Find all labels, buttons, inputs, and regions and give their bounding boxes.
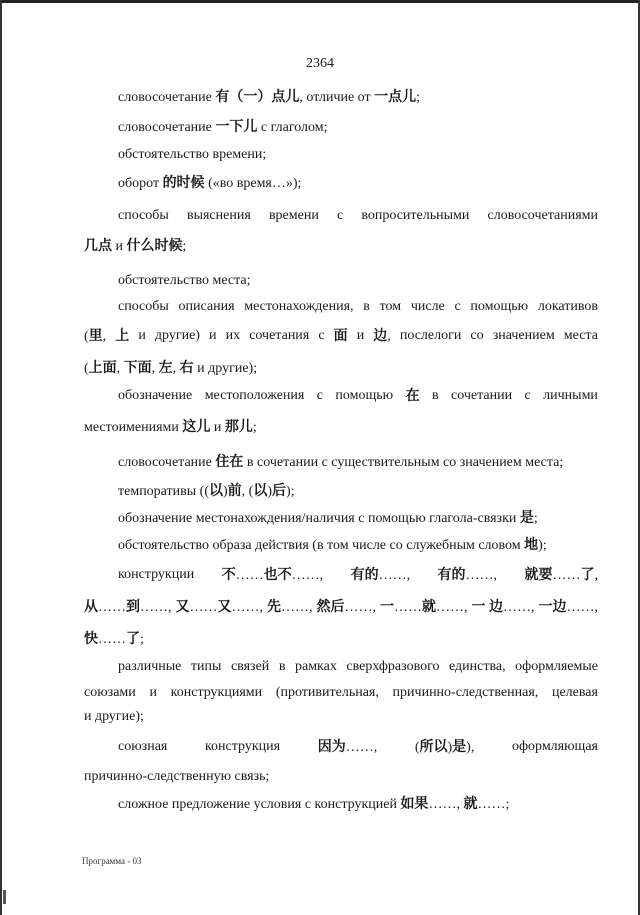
text-line (118, 207, 598, 225)
line-word: 就要……了, (524, 567, 598, 583)
chinese-term: 就要 (524, 567, 553, 583)
chinese-term: 左 (158, 360, 173, 376)
chinese-term: 上面 (88, 360, 117, 376)
line-word: 然后……, (316, 599, 376, 615)
line-word: 不……也不……, (221, 567, 324, 583)
scan-edge-left (0, 0, 2, 915)
chinese-term: 如果 (400, 796, 429, 812)
line-word: способы (118, 299, 169, 314)
chinese-term: 一下儿 (215, 119, 258, 135)
line-word: локативов (537, 299, 598, 314)
line-word: оформляющая (511, 739, 598, 754)
line-word: и (209, 328, 217, 343)
chinese-term: 里 (88, 328, 103, 344)
chinese-term: 不 (221, 567, 236, 583)
line-word: рамках (294, 659, 337, 674)
line-word: способы (118, 208, 169, 223)
line-word: различные (118, 659, 182, 674)
line-word: оформляемые (515, 659, 598, 674)
line-word: с (454, 299, 461, 314)
text-line: обстоятельство образа действия (в том числе со служебным словом 地); (118, 537, 547, 553)
line-word: (противительная, (275, 685, 379, 700)
text-line: обстоятельство времени; (118, 147, 267, 162)
line-word: времени (268, 208, 319, 223)
line-word: конструкция (204, 739, 281, 754)
chinese-term: 有（一）点儿 (215, 89, 300, 105)
text-line (118, 566, 598, 585)
chinese-term: 一 (380, 599, 394, 615)
line-word: с (524, 388, 531, 403)
line-word: сочетания (249, 328, 310, 343)
line-word: в (278, 659, 286, 674)
chinese-term: 前 (227, 483, 242, 499)
line-word (334, 327, 348, 346)
line-word: 一……就……, (380, 599, 468, 615)
chinese-term: 一 (471, 599, 486, 615)
text-line (84, 327, 598, 346)
text-line: оборот 的时候 («во время…»); (118, 175, 302, 191)
line-word: вопросительными (361, 208, 470, 223)
line-word: 从……到……, (84, 599, 172, 615)
chinese-term: 这儿 (182, 419, 211, 435)
line-word: описания (178, 299, 235, 314)
chinese-term: 所以 (419, 739, 448, 755)
line-word: местонахождения, (244, 299, 354, 314)
line-word: и (149, 685, 157, 700)
text-line: 快……了; (84, 631, 144, 647)
text-line: словосочетание 有（一）点儿, отличие от 一点儿; (118, 89, 421, 105)
line-word: 一 边……, (471, 599, 535, 615)
chinese-term: 是 (452, 739, 467, 755)
line-word: единства, (449, 659, 506, 674)
chinese-term: 边 (373, 328, 388, 344)
line-word: 有的……, (350, 567, 411, 583)
chinese-term: 有的 (437, 567, 466, 583)
line-word: связей (230, 659, 270, 674)
chinese-term: 右 (179, 360, 194, 376)
line-word: в (363, 299, 370, 314)
line-word: помощью (470, 299, 529, 314)
line-word: 一边……, (538, 599, 598, 615)
line-word: 又……又……, (175, 599, 263, 615)
line-word: 有的……, (437, 567, 498, 583)
line-word: числе (410, 299, 445, 314)
line-word: (所以)是), (414, 739, 475, 755)
line-word: местоположения (204, 388, 305, 403)
chinese-term: 地 (524, 537, 539, 553)
line-word: причинно-следственная, (392, 685, 539, 700)
line-word (406, 387, 420, 406)
chinese-term: 几点 (84, 238, 112, 254)
chinese-term: 什么时候 (126, 238, 183, 254)
text-line: темпоративы ((以)前, (以)后); (118, 483, 295, 499)
line-word: типы (190, 659, 222, 674)
text-line: словосочетание 一下儿 с глаголом; (118, 119, 328, 135)
chinese-term: 面 (333, 328, 348, 344)
line-word: и (356, 328, 365, 343)
text-line: местоимениями 这儿 и 那儿; (84, 419, 257, 435)
line-word: со (470, 328, 484, 343)
chinese-term: 一点儿 (374, 89, 417, 105)
line-word: целевая (551, 685, 598, 700)
chinese-term: 因为 (317, 739, 346, 755)
line-word: словосочетаниями (487, 208, 598, 223)
line-word: союзами (84, 685, 136, 700)
line-word: в (431, 388, 439, 403)
chinese-term: 到 (126, 599, 140, 615)
text-line (118, 658, 598, 676)
line-word: сверхфразового (346, 659, 440, 674)
chinese-term: 然后 (316, 599, 345, 615)
text-line: 几点 и 什么时候; (84, 238, 187, 254)
line-word: их (225, 328, 241, 343)
text-line (118, 387, 598, 406)
line-word: союзная (118, 739, 168, 754)
chinese-term: 从 (84, 599, 98, 615)
line-word: конструкциями (170, 685, 263, 700)
text-line: обстоятельство места; (118, 273, 251, 288)
line-word: 边, (373, 328, 391, 344)
chinese-term: 也不 (263, 567, 292, 583)
chinese-term: 又 (175, 599, 190, 615)
chinese-term: 先 (267, 599, 281, 615)
text-line: сложное предложение условия с конструкцией 如果……, 就……; (118, 796, 510, 812)
line-word: личными (543, 388, 598, 403)
line-word: помощью (335, 388, 394, 403)
chinese-term: 在 (405, 388, 420, 404)
text-line (84, 598, 598, 617)
line-word: значением (492, 328, 555, 343)
text-line: обозначение местонахождения/наличия с помощью глагола-связки 是; (118, 510, 538, 526)
text-line: (上面, 下面, 左, 右 и другие); (84, 360, 258, 376)
chinese-term: 以 (209, 483, 223, 499)
chinese-term: 一边 (538, 599, 567, 615)
chinese-term: 了 (126, 631, 140, 647)
chinese-term: 就 (463, 796, 478, 812)
line-word: 先……, (267, 599, 313, 615)
chinese-term: 又 (217, 599, 232, 615)
chinese-term: 那儿 (224, 419, 253, 435)
line-word: выяснения (186, 208, 251, 223)
line-word: послелоги (399, 328, 462, 343)
line-word: (里, (84, 328, 107, 344)
line-word: другие) (154, 328, 200, 343)
text-line (118, 298, 598, 316)
scan-artifact (3, 890, 6, 904)
chinese-term: 有的 (350, 567, 379, 583)
chinese-term: 了 (580, 567, 595, 583)
line-word (115, 327, 129, 346)
chinese-term: 就 (422, 599, 436, 615)
line-word: и (138, 328, 146, 343)
line-word: с (318, 328, 325, 343)
line-word: 因为……, (317, 739, 378, 755)
chinese-term: 后 (272, 483, 287, 499)
scan-edge-top (0, 0, 640, 3)
chinese-term: 边 (489, 599, 503, 615)
line-word: конструкции (118, 567, 195, 582)
line-word: с (336, 208, 344, 223)
chinese-term: 下面 (123, 360, 152, 376)
page-number: 2364 (306, 56, 334, 71)
chinese-term: 是 (519, 510, 534, 526)
footer-label: Программа - 03 (82, 856, 142, 866)
text-line: и другие); (84, 709, 144, 724)
line-word: том (379, 299, 402, 314)
chinese-term: 快 (84, 631, 98, 647)
text-line (84, 684, 598, 702)
chinese-term: 以 (253, 483, 268, 499)
text-line (118, 738, 598, 757)
text-line: словосочетание 住在 в сочетании с существительным со значением места; (118, 454, 564, 470)
chinese-term: 上 (115, 328, 130, 344)
line-word: с (316, 388, 323, 403)
line-word: обозначение (118, 388, 193, 403)
chinese-term: 的时候 (162, 175, 205, 191)
chinese-term: 住在 (215, 454, 244, 470)
line-word: сочетании (451, 388, 513, 403)
text-line: причинно-следственную связь; (84, 769, 270, 784)
line-word: места (563, 328, 598, 343)
